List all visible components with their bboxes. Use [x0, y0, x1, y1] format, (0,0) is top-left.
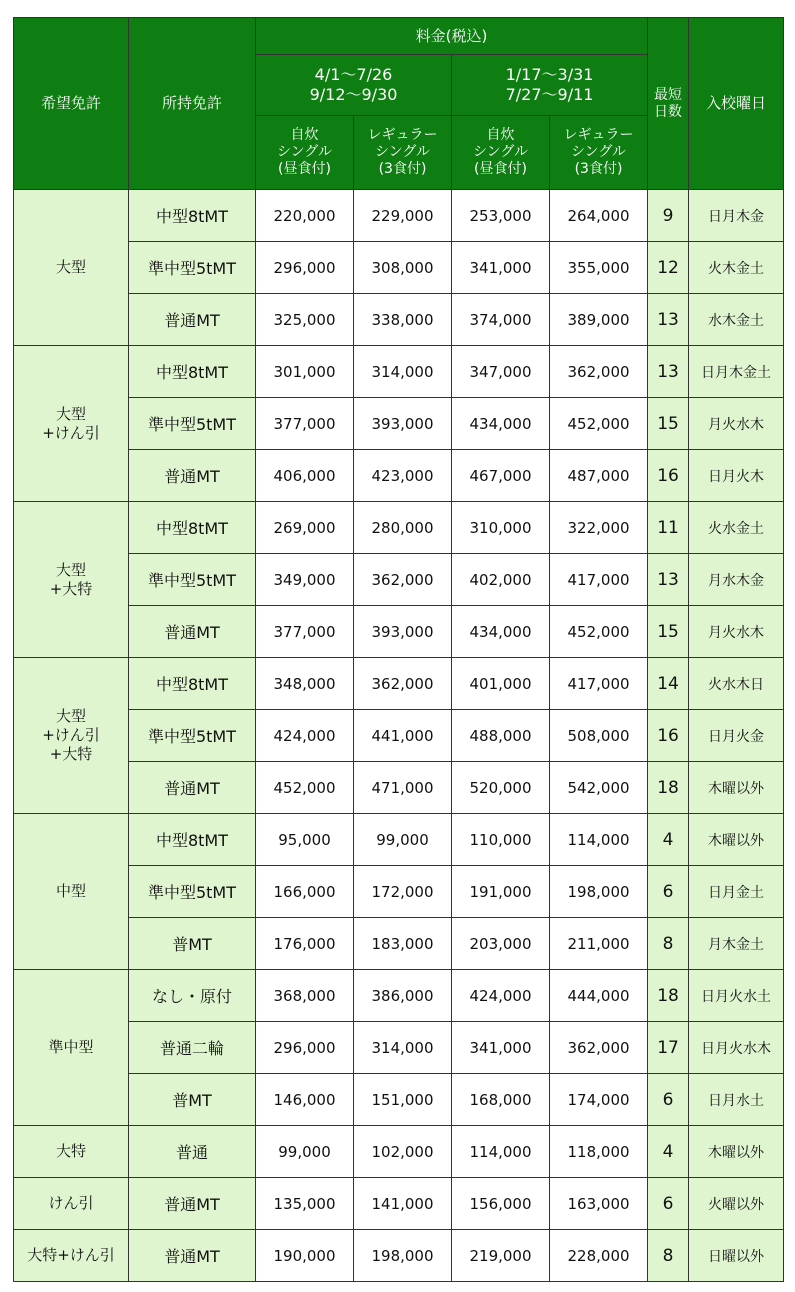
desired-license-line: +大特	[49, 745, 93, 763]
desired-license-line: 大特+けん引	[27, 1246, 115, 1264]
price-cell: 296,000	[256, 242, 354, 294]
desired-license-cell	[14, 502, 129, 658]
price-cell: 389,000	[550, 294, 648, 346]
desired-license-line: 大型	[55, 707, 86, 725]
table-row	[14, 450, 784, 502]
header-enrollment-weekday: 入校曜日	[689, 18, 784, 190]
price-cell: 349,000	[256, 554, 354, 606]
held-license-cell: 中型8tMT	[129, 658, 256, 710]
desired-license-line: +けん引	[42, 423, 100, 442]
min-days-cell: 6	[648, 1074, 689, 1126]
weekday-cell: 火水金土	[689, 502, 784, 554]
table-row	[14, 710, 784, 762]
plan-line: シングル	[571, 144, 626, 160]
min-days-cell: 15	[648, 606, 689, 658]
weekday-cell: 木曜以外	[689, 762, 784, 814]
min-days-cell: 6	[648, 866, 689, 918]
header-period-2-line: 1/17～3/31	[505, 65, 594, 84]
price-cell: 338,000	[354, 294, 452, 346]
held-license-cell: 普MT	[129, 1074, 256, 1126]
held-license-cell: 準中型5tMT	[129, 242, 256, 294]
price-table-body	[14, 190, 784, 1282]
held-license-cell: 準中型5tMT	[129, 398, 256, 450]
price-cell: 310,000	[452, 502, 550, 554]
price-cell: 377,000	[256, 606, 354, 658]
weekday-cell: 木曜以外	[689, 814, 784, 866]
plan-line: (昼食付)	[278, 161, 331, 177]
min-days-cell: 18	[648, 762, 689, 814]
weekday-cell: 月火水木	[689, 606, 784, 658]
price-cell: 406,000	[256, 450, 354, 502]
price-cell: 190,000	[256, 1230, 354, 1282]
plan-line: シングル	[473, 144, 528, 160]
table-row	[14, 658, 784, 710]
desired-license-line: +けん引	[42, 726, 100, 744]
price-cell: 471,000	[354, 762, 452, 814]
min-days-cell: 12	[648, 242, 689, 294]
held-license-cell: なし・原付	[129, 970, 256, 1022]
price-cell: 166,000	[256, 866, 354, 918]
held-license-cell: 中型8tMT	[129, 190, 256, 242]
min-days-cell: 18	[648, 970, 689, 1022]
desired-license-line: けん引	[48, 1194, 94, 1212]
price-cell: 362,000	[550, 1022, 648, 1074]
price-cell: 99,000	[354, 814, 452, 866]
min-days-cell: 16	[648, 450, 689, 502]
price-cell: 198,000	[550, 866, 648, 918]
price-cell: 253,000	[452, 190, 550, 242]
held-license-cell: 普通MT	[129, 1178, 256, 1230]
min-days-cell: 11	[648, 502, 689, 554]
header-min-days-line: 日数	[654, 103, 683, 120]
price-cell: 314,000	[354, 346, 452, 398]
plan-line: シングル	[277, 144, 332, 160]
price-cell: 424,000	[256, 710, 354, 762]
price-table-container	[13, 17, 784, 1282]
table-row	[14, 190, 784, 242]
desired-license-cell	[14, 1126, 129, 1178]
price-cell: 417,000	[550, 658, 648, 710]
header-held-license: 所持免許	[129, 18, 256, 190]
price-cell: 183,000	[354, 918, 452, 970]
held-license-cell: 普通MT	[129, 1230, 256, 1282]
weekday-cell: 水木金土	[689, 294, 784, 346]
price-cell: 114,000	[452, 1126, 550, 1178]
desired-license-cell	[14, 970, 129, 1126]
header-period-2-line: 7/27～9/11	[505, 85, 594, 104]
min-days-cell: 13	[648, 294, 689, 346]
weekday-cell: 木曜以外	[689, 1126, 784, 1178]
desired-license-cell	[14, 658, 129, 814]
desired-license-line: 準中型	[48, 1038, 94, 1056]
price-cell: 434,000	[452, 398, 550, 450]
table-row	[14, 1230, 784, 1282]
weekday-cell: 日月金土	[689, 866, 784, 918]
desired-license-cell	[14, 190, 129, 346]
price-cell: 467,000	[452, 450, 550, 502]
min-days-cell: 8	[648, 918, 689, 970]
price-cell: 362,000	[550, 346, 648, 398]
price-cell: 401,000	[452, 658, 550, 710]
min-days-cell: 13	[648, 346, 689, 398]
table-row	[14, 970, 784, 1022]
price-cell: 325,000	[256, 294, 354, 346]
plan-line: シングル	[375, 144, 430, 160]
price-cell: 341,000	[452, 1022, 550, 1074]
price-cell: 191,000	[452, 866, 550, 918]
price-cell: 118,000	[550, 1126, 648, 1178]
header-plan-self-catering-2	[452, 116, 550, 190]
price-cell: 264,000	[550, 190, 648, 242]
price-cell: 95,000	[256, 814, 354, 866]
held-license-cell: 普MT	[129, 918, 256, 970]
price-cell: 417,000	[550, 554, 648, 606]
price-cell: 362,000	[354, 658, 452, 710]
min-days-cell: 13	[648, 554, 689, 606]
price-cell: 151,000	[354, 1074, 452, 1126]
weekday-cell: 日曜以外	[689, 1230, 784, 1282]
price-cell: 452,000	[550, 606, 648, 658]
price-cell: 488,000	[452, 710, 550, 762]
price-cell: 444,000	[550, 970, 648, 1022]
desired-license-line: 大型	[55, 560, 86, 579]
price-cell: 424,000	[452, 970, 550, 1022]
plan-line: 自炊	[290, 127, 319, 143]
desired-license-line: 中型	[55, 882, 86, 900]
table-row	[14, 242, 784, 294]
price-cell: 341,000	[452, 242, 550, 294]
price-cell: 374,000	[452, 294, 550, 346]
weekday-cell: 日月火金	[689, 710, 784, 762]
price-cell: 393,000	[354, 606, 452, 658]
price-cell: 314,000	[354, 1022, 452, 1074]
held-license-cell: 普通MT	[129, 762, 256, 814]
price-cell: 362,000	[354, 554, 452, 606]
price-cell: 355,000	[550, 242, 648, 294]
plan-line: 自炊	[486, 127, 515, 143]
plan-line: (昼食付)	[474, 161, 527, 177]
weekday-cell: 火水木日	[689, 658, 784, 710]
desired-license-line: 大型	[55, 404, 86, 423]
price-cell: 211,000	[550, 918, 648, 970]
price-cell: 198,000	[354, 1230, 452, 1282]
table-row	[14, 814, 784, 866]
price-cell: 269,000	[256, 502, 354, 554]
header-period-2	[452, 55, 648, 116]
weekday-cell: 火木金土	[689, 242, 784, 294]
held-license-cell: 準中型5tMT	[129, 710, 256, 762]
desired-license-line: 大特	[55, 1142, 86, 1160]
price-cell: 280,000	[354, 502, 452, 554]
min-days-cell: 16	[648, 710, 689, 762]
plan-line: レギュラー	[367, 127, 438, 143]
plan-line: (3食付)	[378, 161, 427, 177]
plan-line: (3食付)	[574, 161, 623, 177]
held-license-cell: 中型8tMT	[129, 502, 256, 554]
price-cell: 229,000	[354, 190, 452, 242]
weekday-cell: 日月木金土	[689, 346, 784, 398]
min-days-cell: 9	[648, 190, 689, 242]
price-cell: 228,000	[550, 1230, 648, 1282]
min-days-cell: 4	[648, 814, 689, 866]
price-cell: 508,000	[550, 710, 648, 762]
price-cell: 219,000	[452, 1230, 550, 1282]
price-cell: 172,000	[354, 866, 452, 918]
price-cell: 441,000	[354, 710, 452, 762]
table-row	[14, 398, 784, 450]
table-row	[14, 866, 784, 918]
table-row	[14, 1074, 784, 1126]
price-cell: 393,000	[354, 398, 452, 450]
price-cell: 520,000	[452, 762, 550, 814]
price-table	[13, 17, 784, 1282]
price-cell: 135,000	[256, 1178, 354, 1230]
min-days-cell: 4	[648, 1126, 689, 1178]
price-cell: 99,000	[256, 1126, 354, 1178]
price-cell: 110,000	[452, 814, 550, 866]
header-period-1-line: 9/12～9/30	[309, 85, 398, 104]
weekday-cell: 日月火水土	[689, 970, 784, 1022]
header-fee: 料金(税込)	[256, 18, 648, 55]
price-cell: 141,000	[354, 1178, 452, 1230]
price-cell: 322,000	[550, 502, 648, 554]
desired-license-cell	[14, 1230, 129, 1282]
price-cell: 542,000	[550, 762, 648, 814]
price-cell: 452,000	[256, 762, 354, 814]
table-row	[14, 554, 784, 606]
header-min-days	[648, 18, 689, 190]
held-license-cell: 普通MT	[129, 450, 256, 502]
price-cell: 386,000	[354, 970, 452, 1022]
price-cell: 203,000	[452, 918, 550, 970]
price-cell: 174,000	[550, 1074, 648, 1126]
price-cell: 402,000	[452, 554, 550, 606]
table-row	[14, 502, 784, 554]
held-license-cell: 準中型5tMT	[129, 554, 256, 606]
desired-license-line: +大特	[49, 579, 93, 598]
min-days-cell: 15	[648, 398, 689, 450]
held-license-cell: 普通	[129, 1126, 256, 1178]
price-cell: 176,000	[256, 918, 354, 970]
price-cell: 434,000	[452, 606, 550, 658]
header-min-days-line: 最短	[654, 86, 683, 103]
weekday-cell: 月木金土	[689, 918, 784, 970]
table-row	[14, 294, 784, 346]
weekday-cell: 日月火水木	[689, 1022, 784, 1074]
table-row	[14, 346, 784, 398]
price-cell: 296,000	[256, 1022, 354, 1074]
min-days-cell: 17	[648, 1022, 689, 1074]
price-cell: 168,000	[452, 1074, 550, 1126]
header-period-1-line: 4/1～7/26	[314, 65, 393, 84]
min-days-cell: 14	[648, 658, 689, 710]
price-cell: 301,000	[256, 346, 354, 398]
desired-license-cell	[14, 1178, 129, 1230]
table-row	[14, 1022, 784, 1074]
min-days-cell: 8	[648, 1230, 689, 1282]
price-cell: 487,000	[550, 450, 648, 502]
price-cell: 114,000	[550, 814, 648, 866]
price-cell: 368,000	[256, 970, 354, 1022]
held-license-cell: 普通MT	[129, 606, 256, 658]
table-row	[14, 606, 784, 658]
weekday-cell: 月水木金	[689, 554, 784, 606]
table-row	[14, 918, 784, 970]
price-cell: 347,000	[452, 346, 550, 398]
weekday-cell: 日月木金	[689, 190, 784, 242]
table-row	[14, 762, 784, 814]
price-cell: 146,000	[256, 1074, 354, 1126]
price-cell: 423,000	[354, 450, 452, 502]
desired-license-cell	[14, 346, 129, 502]
price-cell: 308,000	[354, 242, 452, 294]
weekday-cell: 月火水木	[689, 398, 784, 450]
price-cell: 163,000	[550, 1178, 648, 1230]
held-license-cell: 中型8tMT	[129, 346, 256, 398]
desired-license-cell	[14, 814, 129, 970]
min-days-cell: 6	[648, 1178, 689, 1230]
price-cell: 452,000	[550, 398, 648, 450]
header-plan-regular-2	[550, 116, 648, 190]
price-cell: 348,000	[256, 658, 354, 710]
price-cell: 220,000	[256, 190, 354, 242]
held-license-cell: 普通二輪	[129, 1022, 256, 1074]
price-cell: 377,000	[256, 398, 354, 450]
weekday-cell: 火曜以外	[689, 1178, 784, 1230]
held-license-cell: 準中型5tMT	[129, 866, 256, 918]
weekday-cell: 日月火木	[689, 450, 784, 502]
desired-license-line: 大型	[55, 258, 86, 276]
plan-line: レギュラー	[563, 127, 634, 143]
price-cell: 102,000	[354, 1126, 452, 1178]
header-plan-regular-1	[354, 116, 452, 190]
price-cell: 156,000	[452, 1178, 550, 1230]
table-row	[14, 1126, 784, 1178]
header-desired-license: 希望免許	[14, 18, 129, 190]
weekday-cell: 日月水土	[689, 1074, 784, 1126]
header-plan-self-catering-1	[256, 116, 354, 190]
header-period-1	[256, 55, 452, 116]
held-license-cell: 中型8tMT	[129, 814, 256, 866]
table-row	[14, 1178, 784, 1230]
held-license-cell: 普通MT	[129, 294, 256, 346]
